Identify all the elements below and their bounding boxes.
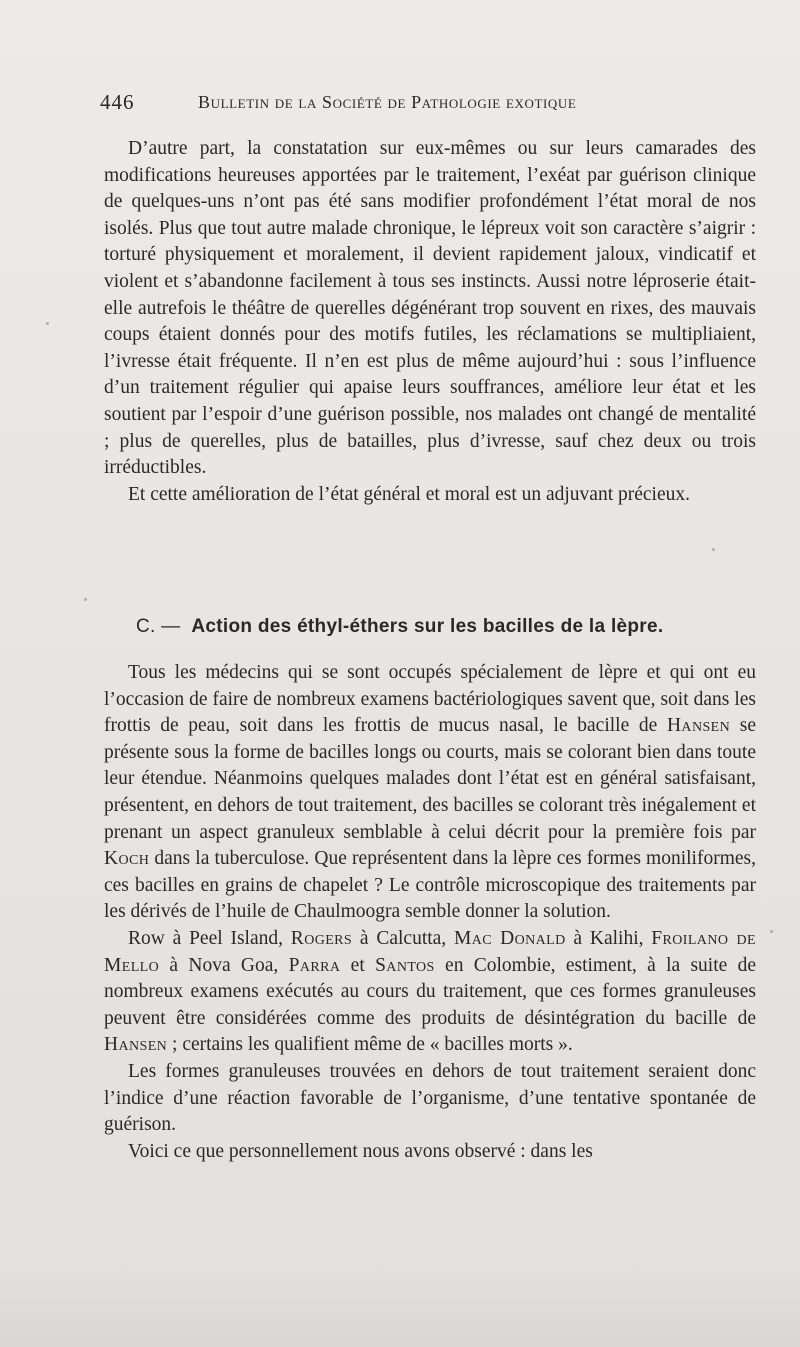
body-text-upper	[104, 136, 756, 508]
text-run: dans la tuberculose. Que représentent dans la lèpre ces formes moniliformes, ces bacilles en grains de chapelet ? Le contrôle microscopique des traitements par les dérivés de l’huile de Chaulmoogra semble donner la solution.	[104, 848, 756, 923]
section-letter: C. —	[136, 616, 181, 637]
body-text-lower	[104, 660, 756, 1165]
author-name: Rogers	[290, 927, 353, 949]
speck	[84, 598, 87, 601]
paragraph	[104, 926, 756, 1059]
paragraph: Les formes granuleuses trouvées en dehors de tout traitement seraient donc l’indice d’une réaction favorable de l’organisme, d’une tentative spontanée de guérison.	[104, 1060, 756, 1136]
paragraph: D’autre part, la constatation sur eux-mêmes ou sur leurs camarades des modifications heureuses apportées par le traitement, l’exéat par guérison clinique de quelques-uns n’ont pas été sans modifier profondément l’état moral de nos isolés. Plus que tout autre malade chronique, le lépreux voit son caractère s’aigrir : torturé physiquement et moralement, il devient rapidement jaloux, vindicatif et violent et s’abandonne facilement à tous ses instincts. Aussi notre léproserie était-elle autrefois le théâtre de querelles dégénérant trop souvent en rixes, des mauvais coups étaient donnés pour des motifs futiles, les réclamations se multipliaient, l’ivresse était fréquente. Il n’en est plus de même aujourd’hui : sous l’influence d’un traitement régulier qui apaise leurs souffrances, améliore leur état et les soutient par l’espoir d’une guérison possible, nos malades ont changé de mentalité ; plus de querelles, plus de batailles, plus d’ivresse, sauf chez deux ou trois irréductibles.	[104, 138, 756, 479]
speck	[712, 548, 715, 551]
author-name: Parra	[288, 954, 341, 976]
text-run: à Peel Island,	[164, 927, 291, 949]
author-name: Mac Donald	[453, 927, 566, 949]
paragraph	[104, 660, 756, 926]
text-run: et	[340, 954, 376, 976]
speck	[46, 322, 49, 325]
author-name: Hansen	[104, 1034, 168, 1056]
text-run: ; certains les qualifient même de « bacilles morts ».	[167, 1034, 573, 1056]
page-header	[100, 90, 660, 124]
text-run: Tous les médecins qui se sont occupés spécialement de lèpre et qui ont eu l’occasion de faire de nombreux examens bactériologiques savent que, soit dans les frottis de peau, soit dans les frottis de mucus nasal, le bacille de	[104, 662, 756, 737]
author-name: Hansen	[666, 715, 731, 737]
text-run: à Kalihi,	[565, 927, 652, 949]
text-run: à Calcutta,	[352, 927, 454, 949]
page-shadow	[0, 1270, 800, 1347]
paragraph: Voici ce que personnellement nous avons observé : dans les	[128, 1140, 593, 1162]
text-run: à Nova Goa,	[159, 954, 289, 976]
speck	[770, 930, 773, 933]
author-name: Koch	[104, 848, 150, 870]
author-name: Santos	[375, 954, 435, 976]
author-name: Froilano de Mello	[104, 927, 756, 976]
text-run: en Colombie, estiment, à la suite de nombreux examens exécutés au cours du traitement, que ces formes granuleuses peuvent être considérées comme des produits de désintégration du bacille de	[104, 954, 756, 1029]
section-heading	[136, 616, 736, 638]
paragraph: Et cette amélioration de l’état général et moral est un adjuvant précieux.	[128, 483, 691, 505]
running-title: Bulletin de la Société de Pathologie exotique	[198, 92, 577, 112]
text-run: se présente sous la forme de bacilles longs ou courts, mais se colorant bien dans toute leur étendue. Néanmoins quelques malades dont l’état est en général satisfaisant, présentent, en dehors de tout traitement, des bacilles se colorant très inégalement et prenant un aspect granuleux semblable à celui décrit pour la première fois par	[104, 715, 757, 843]
section-title: Action des éthyl-éthers sur les bacilles de la lèpre.	[191, 616, 664, 637]
author-name: Row	[128, 927, 165, 949]
page-number: 446	[100, 90, 135, 114]
